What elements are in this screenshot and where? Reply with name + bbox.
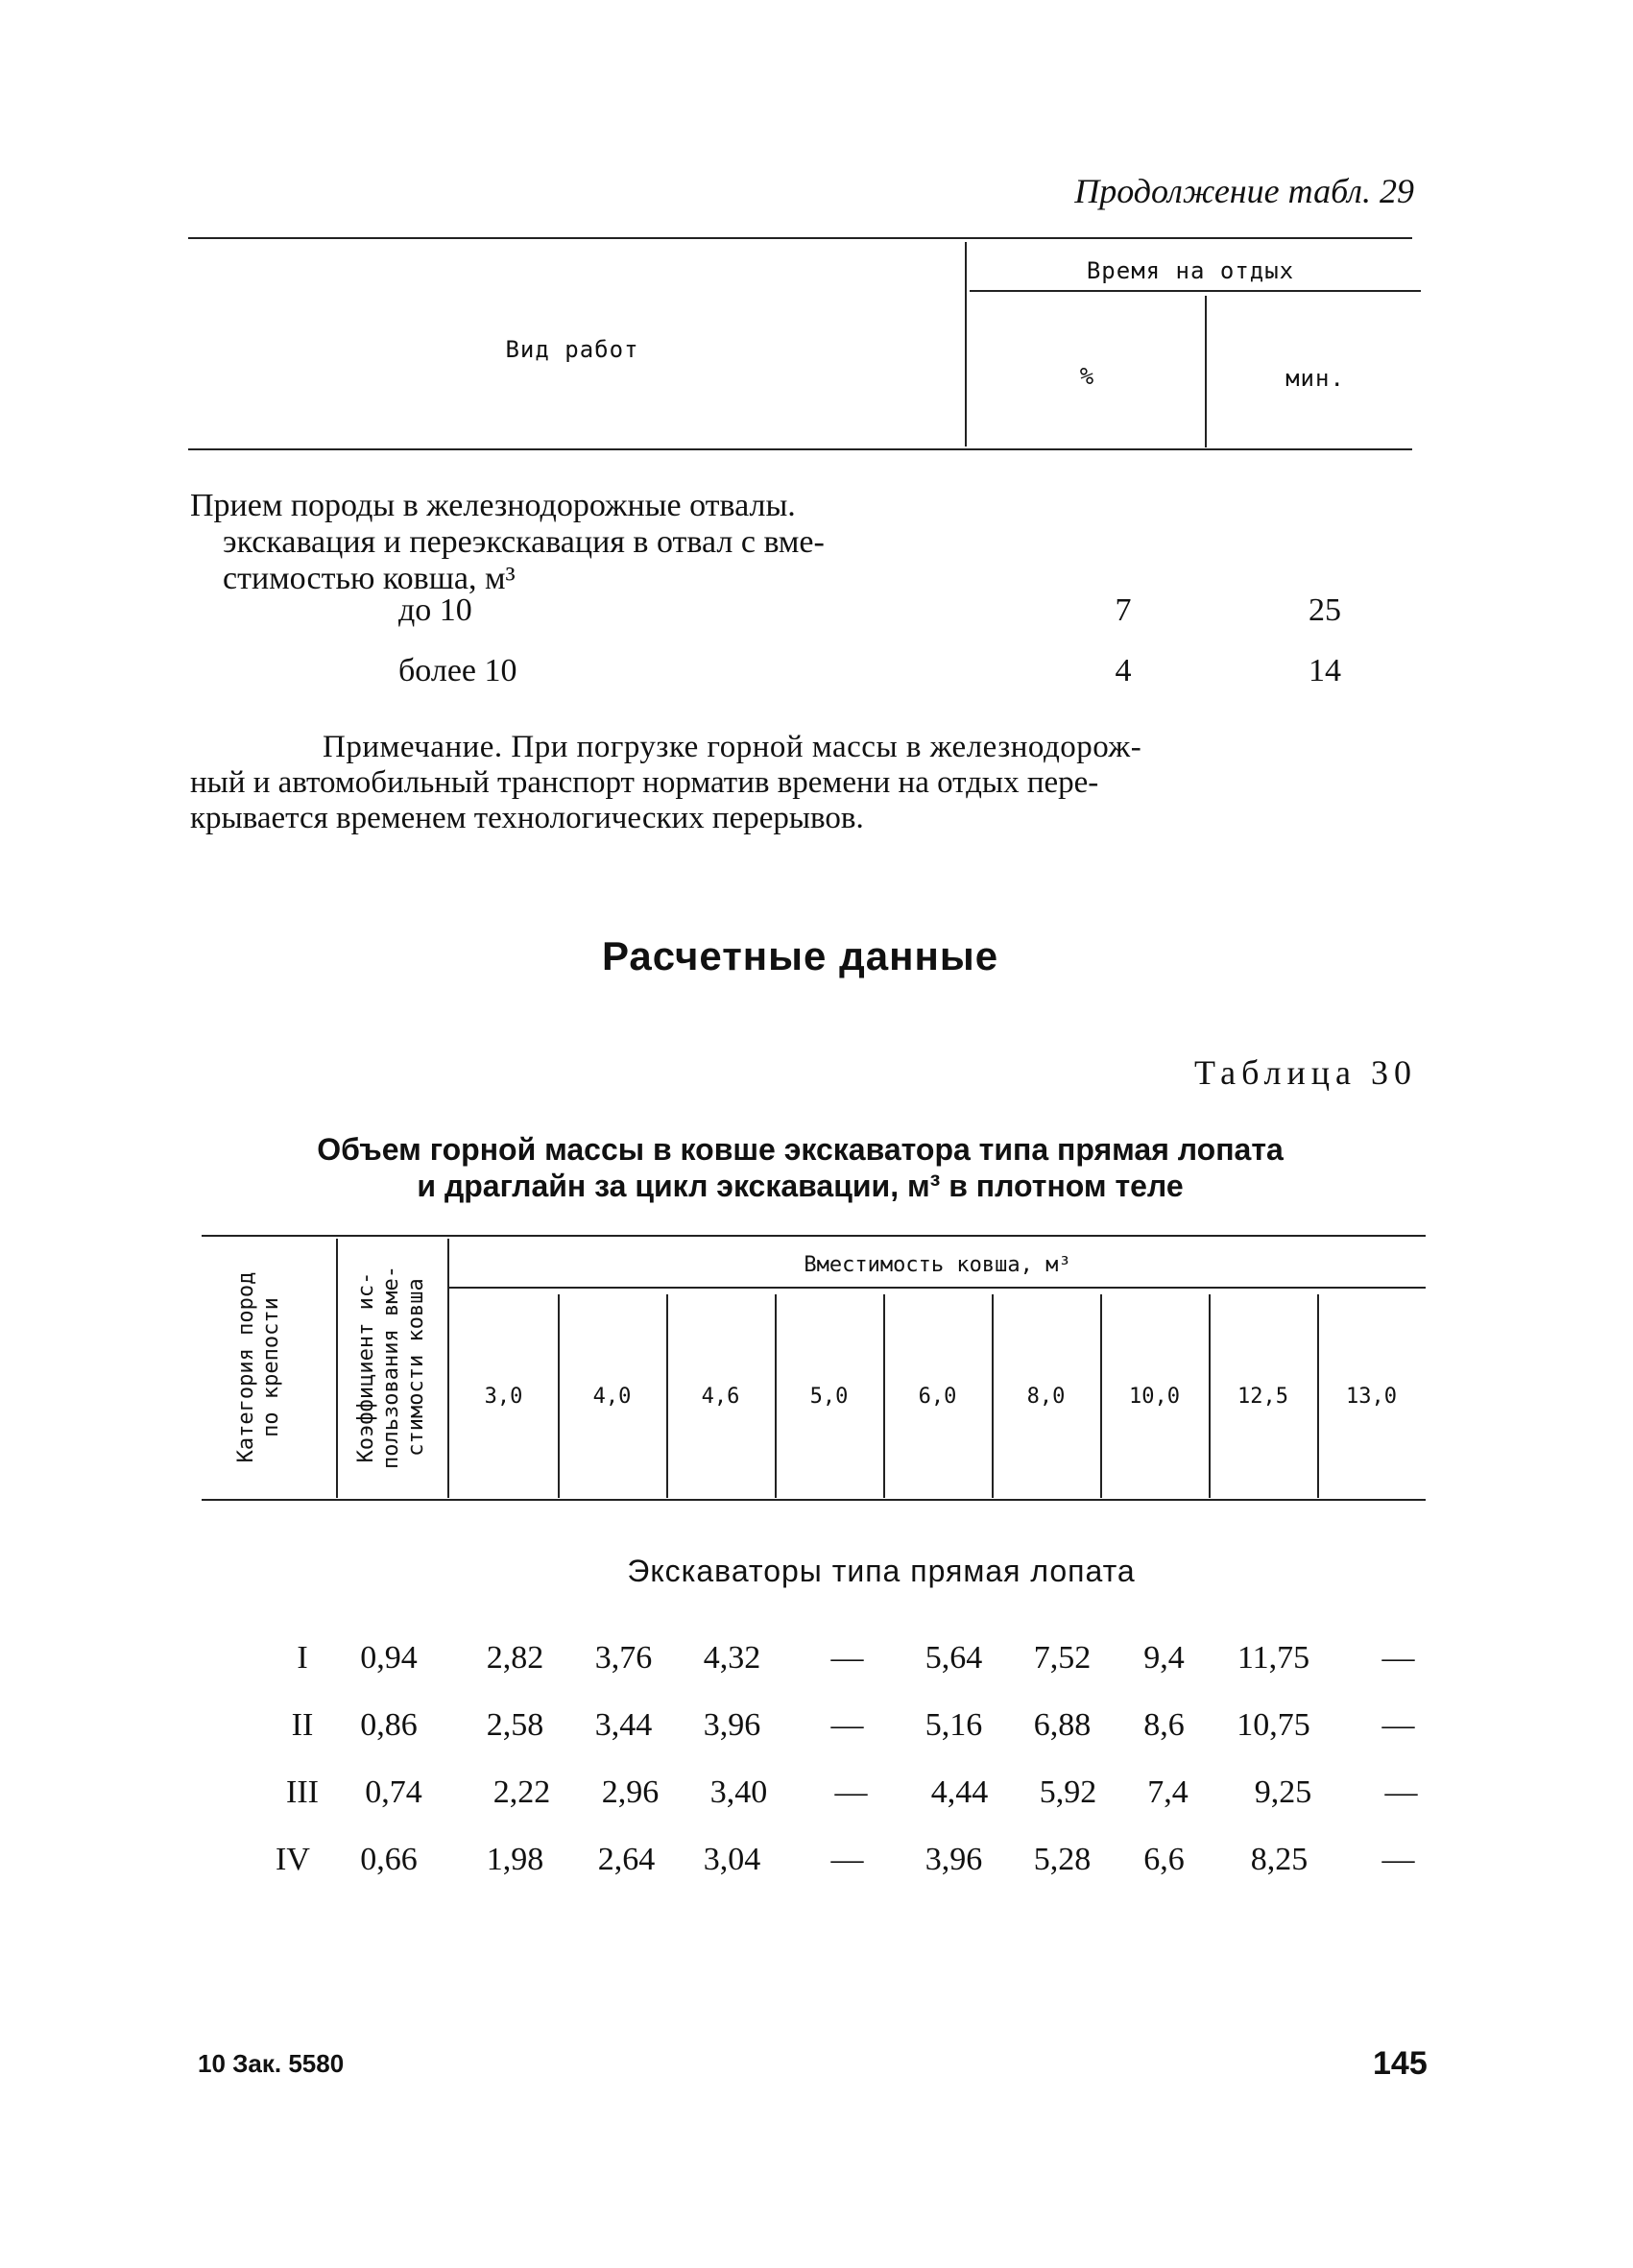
table30-title-line-2: и драглайн за цикл экскавации, м³ в плотном теле — [417, 1169, 1184, 1203]
note-line-2: ный и автомобильный транспорт норматив времени на отдых пере- — [190, 765, 1099, 800]
capacity-value: 3,0 — [484, 1385, 523, 1409]
header-rest-rule — [970, 290, 1421, 292]
category-header-line-1: Категория пород — [234, 1271, 258, 1463]
row-value: 3,96 — [703, 1707, 761, 1743]
header-rest-time: Время на отдых — [1086, 257, 1295, 284]
table30-header-bottom-rule — [202, 1499, 1426, 1501]
row-value: — — [830, 1640, 864, 1676]
table29-top-rule — [188, 237, 1412, 239]
row-value: 2,58 — [486, 1707, 544, 1743]
row-category: II — [291, 1707, 314, 1743]
page-number: 145 — [1373, 2045, 1428, 2082]
row-value: 1,98 — [486, 1842, 544, 1877]
row-value: 3,96 — [925, 1842, 983, 1877]
row-value: — — [834, 1774, 868, 1810]
capacity-value: 10,0 — [1129, 1385, 1180, 1409]
row-value: — — [830, 1707, 864, 1743]
row-value: 4,32 — [703, 1640, 761, 1676]
row-label-1: до 10 — [398, 592, 472, 628]
footer-order-number: 10 Зак. 5580 — [198, 2049, 345, 2078]
row-value: 2,22 — [492, 1774, 551, 1810]
capacity-value: 4,6 — [701, 1385, 740, 1409]
row-min-1: 25 — [1309, 592, 1341, 628]
header-percent: % — [1079, 363, 1095, 390]
capacity-value: 12,5 — [1237, 1385, 1288, 1409]
row-value: — — [1384, 1774, 1418, 1810]
note-line-1: Примечание. При погрузке горной массы в железнодорож- — [323, 730, 1142, 764]
coef-header-line-3: стимости ковша — [404, 1278, 428, 1457]
divider-coef-capacity — [447, 1239, 449, 1498]
divider-category-coef — [336, 1239, 338, 1498]
coef-header-line-1: Коэффициент ис- — [354, 1271, 378, 1463]
row-value: 6,88 — [1033, 1707, 1092, 1743]
row-value: 3,76 — [594, 1640, 653, 1676]
row-value: 10,75 — [1237, 1707, 1310, 1743]
capacity-value: 6,0 — [918, 1385, 957, 1409]
row-value: 2,64 — [597, 1842, 656, 1877]
work-line-2: экскавация и переэкскавация в отвал с вме- — [223, 524, 825, 560]
header-work-type: Вид работ — [505, 336, 639, 363]
row-value: 4,44 — [930, 1774, 989, 1810]
capacity-header: Вместимость ковша, м³ — [804, 1253, 1071, 1277]
coef-header-line-2: пользования вме- — [379, 1266, 403, 1469]
row-value: — — [1381, 1707, 1415, 1743]
row-category: III — [286, 1774, 319, 1810]
header-minutes: мин. — [1285, 365, 1345, 392]
continuation-caption: Продолжение табл. 29 — [1074, 172, 1414, 210]
row-value: 11,75 — [1237, 1640, 1310, 1676]
row-value: 7,52 — [1033, 1640, 1092, 1676]
row-value: 5,92 — [1039, 1774, 1097, 1810]
section-title: Расчетные данные — [601, 933, 999, 978]
capacity-value: 5,0 — [809, 1385, 849, 1409]
row-value: 7,4 — [1147, 1774, 1189, 1810]
capacity-value: 13,0 — [1346, 1385, 1397, 1409]
category-header-line-2: по крепости — [259, 1297, 283, 1437]
row-min-2: 14 — [1309, 653, 1341, 688]
row-coef: 0,86 — [360, 1707, 418, 1743]
coef-header — [354, 1243, 429, 1492]
row-value: 9,4 — [1143, 1640, 1185, 1676]
row-percent-1: 7 — [1115, 592, 1132, 628]
row-value: 5,64 — [925, 1640, 983, 1676]
capacity-header-rule — [449, 1287, 1426, 1289]
group-title: Экскаваторы типа прямая лопата — [627, 1554, 1136, 1588]
row-coef: 0,94 — [360, 1640, 418, 1676]
row-category: I — [297, 1640, 308, 1676]
table30-label: Таблица 30 — [1194, 1053, 1417, 1092]
table29-header-bottom-rule — [188, 448, 1412, 450]
capacity-value: 4,0 — [592, 1385, 632, 1409]
work-description — [190, 488, 1016, 597]
header-left-divider — [965, 242, 967, 446]
work-line-3: стимостью ковша, м³ — [223, 561, 516, 596]
row-value: — — [1381, 1640, 1415, 1676]
row-coef: 0,74 — [365, 1774, 422, 1810]
row-value: 2,96 — [601, 1774, 660, 1810]
row-percent-2: 4 — [1115, 653, 1132, 688]
row-category: IV — [276, 1842, 310, 1877]
table30-title-line-1: Объем горной массы в ковше экскаватора типа прямая лопата — [317, 1132, 1284, 1167]
table29-note — [190, 730, 1417, 836]
row-value: 5,16 — [925, 1707, 983, 1743]
work-line-1: Прием породы в железнодорожные отвалы. — [190, 488, 796, 523]
row-value: 5,28 — [1033, 1842, 1092, 1877]
row-value: — — [1381, 1842, 1415, 1877]
row-value: 3,44 — [594, 1707, 653, 1743]
table30-title — [188, 1131, 1412, 1204]
row-value: 3,40 — [709, 1774, 768, 1810]
capacity-value: 8,0 — [1026, 1385, 1066, 1409]
row-label-2: более 10 — [398, 653, 517, 688]
header-mid-divider — [1205, 296, 1207, 447]
row-value: — — [830, 1842, 864, 1877]
note-line-3: крывается временем технологических перерывов. — [190, 801, 864, 835]
row-value: 9,25 — [1254, 1774, 1312, 1810]
row-value: 8,6 — [1143, 1707, 1185, 1743]
row-coef: 0,66 — [360, 1842, 418, 1877]
category-header — [234, 1243, 284, 1492]
row-value: 8,25 — [1250, 1842, 1309, 1877]
row-value: 6,6 — [1143, 1842, 1185, 1877]
row-value: 3,04 — [703, 1842, 761, 1877]
table30-top-rule — [202, 1235, 1426, 1237]
row-value: 2,82 — [486, 1640, 544, 1676]
